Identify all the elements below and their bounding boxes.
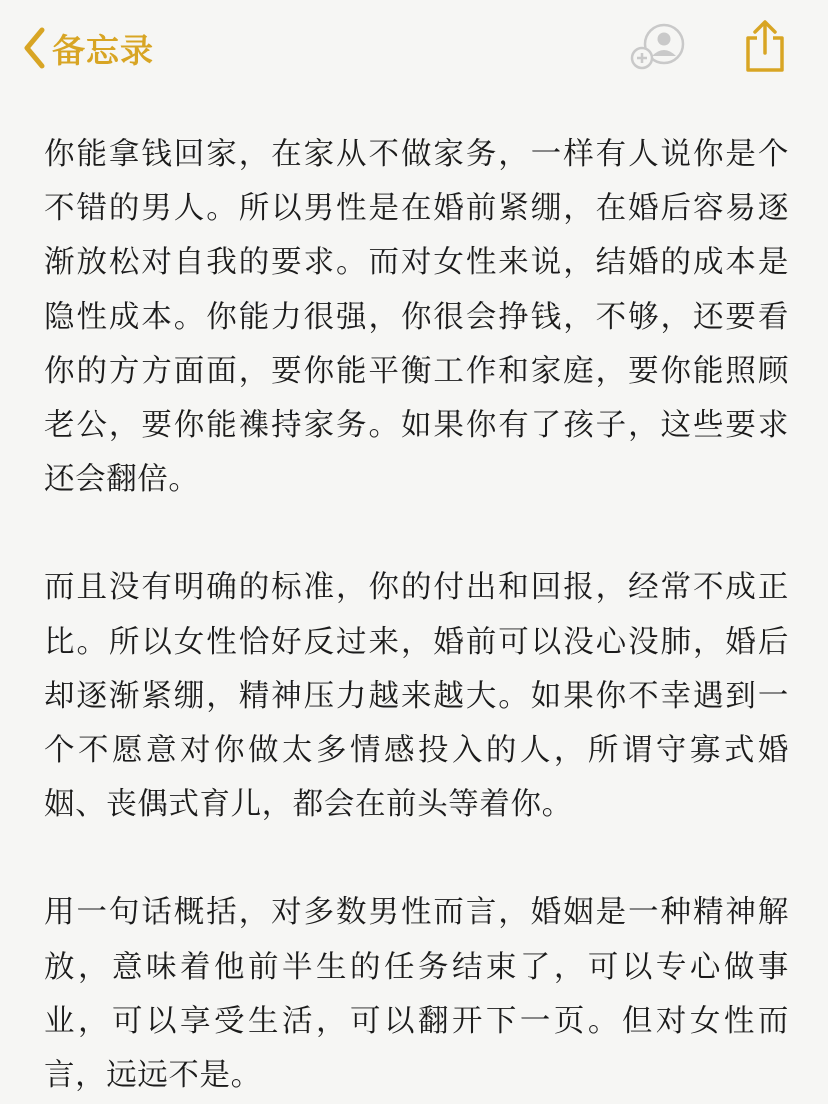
share-button[interactable]	[740, 18, 790, 74]
navigation-bar	[0, 0, 828, 100]
add-collaborator-button[interactable]	[630, 22, 688, 72]
add-person-icon	[630, 22, 688, 72]
note-paragraph: 而且没有明确的标准，你的付出和回报，经常不成正比。所以女性恰好反过来，婚前可以没心没肺，婚后却逐渐紧绷，精神压力越来越大。如果你不幸遇到一个不愿意对你做太多情感投入的人，所谓守寡式婚姻、丧偶式育儿，都会在前头等着你。	[44, 570, 789, 823]
note-body[interactable]	[44, 128, 789, 1104]
chevron-left-icon	[22, 27, 46, 69]
note-paragraph: 你能拿钱回家，在家从不做家务，一样有人说你是个不错的男人。所以男性是在婚前紧绷，在婚后容易逐渐放松对自我的要求。而对女性来说，结婚的成本是隐性成本。你能力很强，你很会挣钱，不够，还要看你的方方面面，要你能平衡工作和家庭，要你能照顾老公，要你能襍持家务。如果你有了孩子，这些要求还会翻倍。	[44, 137, 789, 498]
back-button[interactable]	[22, 22, 154, 74]
note-paragraph: 用一句话概括，对多数男性而言，婚姻是一种精神解放，意味着他前半生的任务结束了，可以专心做事业，可以享受生活，可以翻开下一页。但对女性而言，远远不是。	[44, 895, 789, 1094]
back-label: 备忘录	[52, 30, 154, 70]
share-icon	[740, 18, 790, 74]
